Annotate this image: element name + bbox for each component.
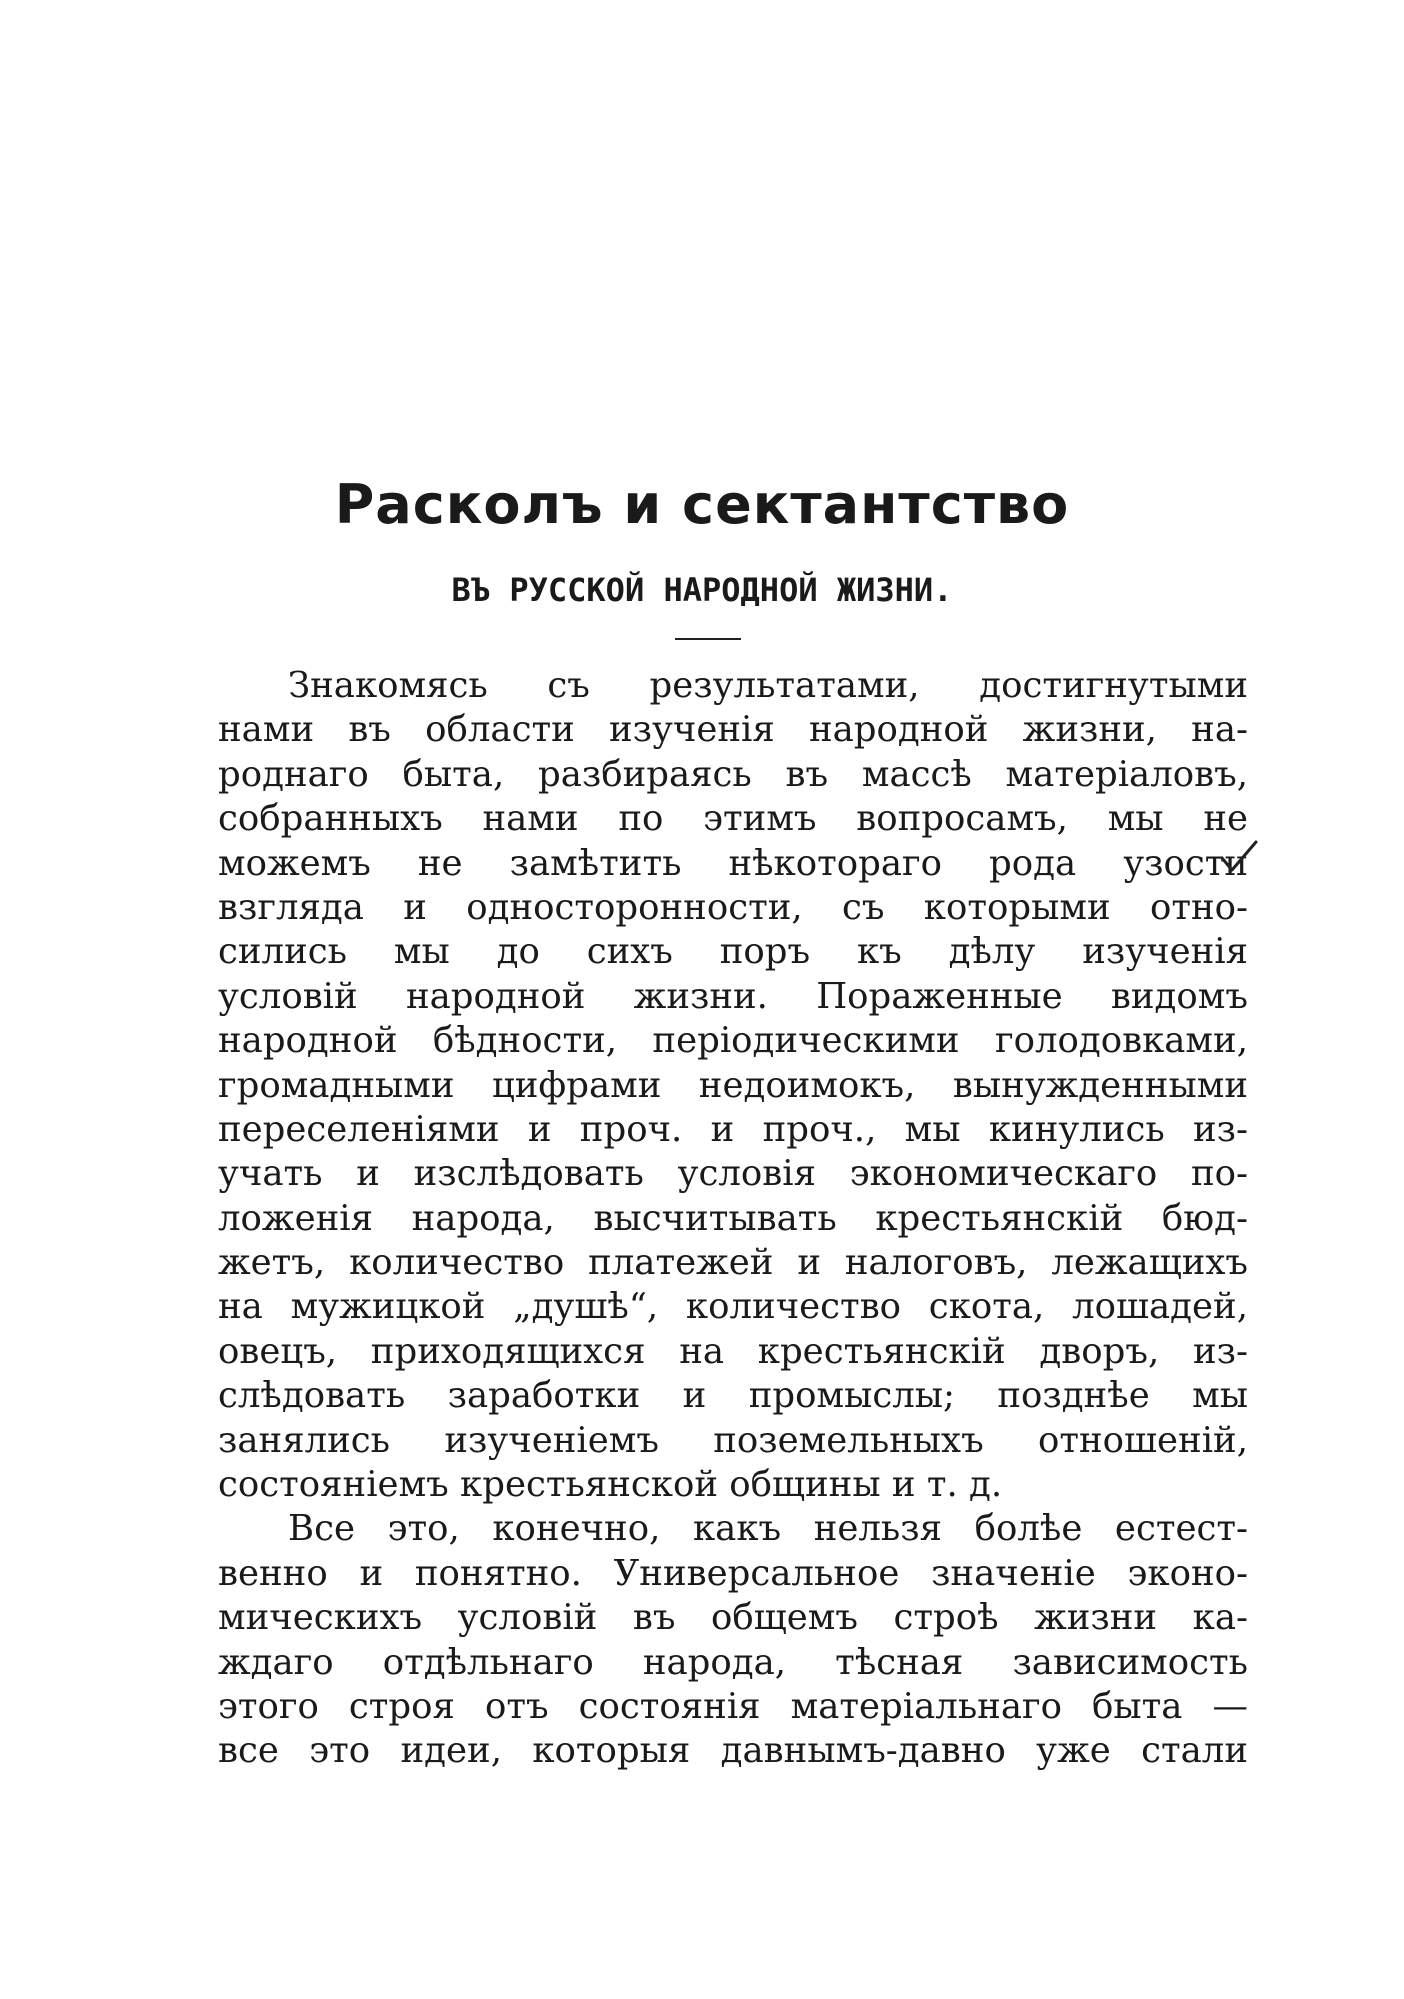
text-line: овецъ, приходящихся на крестьянскій дворъ, из-: [218, 1330, 1248, 1372]
text-line: ложенія народа, высчитывать крестьянскій бюд-: [218, 1197, 1248, 1239]
title-divider: [675, 638, 741, 640]
text-line: состояніемъ крестьянской общины и т. д.: [218, 1464, 1003, 1506]
text-line: учать и изслѣдовать условія экономическаго по-: [218, 1153, 1248, 1195]
text-line: можемъ не замѣтить нѣкотораго рода узости: [218, 842, 1248, 884]
text-line: слѣдовать заработки и промыслы; позднѣе мы: [218, 1375, 1248, 1417]
text-line: переселеніями и проч. и проч., мы кинулись из-: [218, 1108, 1248, 1150]
text-line: на мужицкой „душѣ“, количество скота, лошадей,: [218, 1286, 1248, 1328]
chapter-title: Расколъ и сектантство: [334, 473, 1070, 536]
text-line: Все это, конечно, какъ нельзя болѣе естест-: [288, 1508, 1248, 1550]
paragraph-2: [218, 1507, 1248, 1773]
text-line: собранныхъ нами по этимъ вопросамъ, мы не: [218, 798, 1248, 840]
text-line: жетъ, количество платежей и налоговъ, лежащихъ: [218, 1242, 1248, 1284]
text-line: мическихъ условій въ общемъ строѣ жизни ка-: [218, 1597, 1248, 1639]
text-line: занялись изученіемъ поземельныхъ отношеній,: [218, 1419, 1248, 1461]
text-line: нами въ области изученія народной жизни, на-: [218, 709, 1248, 751]
text-line: громадными цифрами недоимокъ, вынужденными: [218, 1064, 1248, 1106]
paragraph-1: [218, 664, 1248, 1507]
text-line: условій народной жизни. Пораженные видомъ: [218, 975, 1248, 1017]
text-line: ждаго отдѣльнаго народа, тѣсная зависимость: [218, 1641, 1248, 1683]
chapter-subtitle: ВЪ РУССКОЙ НАРОДНОЙ ЖИЗНИ.: [451, 571, 953, 609]
text-line: сились мы до сихъ поръ къ дѣлу изученія: [218, 931, 1248, 973]
text-line: все это идеи, которыя давнымъ-давно уже стали: [218, 1730, 1248, 1772]
text-line: Знакомясь съ результатами, достигнутыми: [288, 665, 1248, 706]
handwritten-checkmark-icon: [1216, 836, 1260, 880]
text-line: взгляда и односторонности, съ которыми отно-: [218, 886, 1248, 928]
text-line: этого строя отъ состоянія матеріальнаго быта —: [218, 1685, 1248, 1727]
text-line: роднаго быта, разбираясь въ массѣ матеріаловъ,: [218, 753, 1248, 795]
body-text: [218, 664, 1248, 1774]
text-line: венно и понятно. Универсальное значеніе эконо-: [218, 1552, 1248, 1594]
text-line: народной бѣдности, періодическими голодовками,: [218, 1020, 1248, 1062]
